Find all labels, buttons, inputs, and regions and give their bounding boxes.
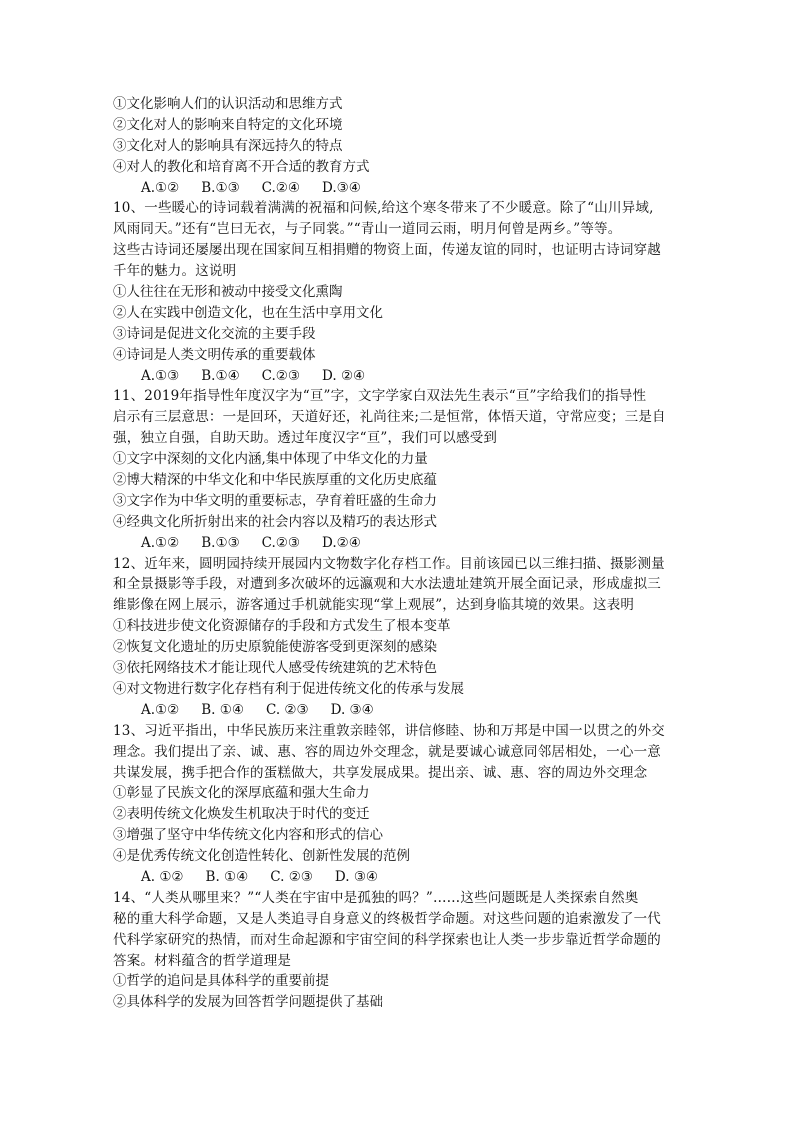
question-text: 答案。材料蕴含的哲学道理是 [113,952,292,969]
option-statement: ①文化影响人们的认识活动和思维方式 [113,96,343,112]
question-text: 秘的重大科学命题，又是人类追寻自身意义的终极哲学命题。对这些问题的追索激发了一代 [113,910,661,927]
option-statement: ②恢复文化遗址的历史原貌能使游客受到更深刻的感染 [113,639,437,656]
option-statement: ③依托网络技术才能让现代人感受传统建筑的艺术特色 [113,660,437,677]
question-text: 14、“人类从哪里来？”“人类在宇宙中是孤独的吗？”……这些问题既是人类探索自然奥 [113,889,639,906]
answer-choices [113,533,683,554]
answer-choices [113,366,683,387]
answer-choice: A. ①② [141,868,184,885]
option-statement: ③诗词是促进文化交流的主要手段 [113,325,316,342]
question-text: 10、一些暖心的诗词载着满满的祝福和问候,给这个寒冬带来了不少暖意。除了“山川异域, [113,200,654,217]
question-text: 强，独立自强，自助天助。透过年度汉字“亘”，我们可以感受到 [113,430,498,447]
option-statement: ④对人的教化和培育离不开合适的教育方式 [113,158,370,175]
option-statement: ④经典文化所折射出来的社会内容以及精巧的表达形式 [113,513,437,530]
answer-choice: C.②③ [261,367,301,384]
answer-choices [113,867,683,888]
option-statement: ②具体科学的发展为回答哲学问题提供了基础 [113,994,383,1011]
answer-choice: A.①② [141,534,180,551]
exam-page [113,94,683,1013]
question-text: 启示有三层意思：一是回环，天道好还，礼尚往来;二是恒常，体悟天道，守常应变；三是自 [113,409,666,426]
question-text: 千年的魅力。这说明 [113,263,237,280]
answer-choice: C. ②③ [265,701,309,718]
answer-choice: C.②③ [261,534,301,551]
answer-choices [113,700,683,721]
question-text: 共谋发展，携手把合作的蛋糕做大，共享发展成果。提出亲、诚、惠、容的周边外交理念 [113,764,648,781]
question-text: 这些古诗词还屡屡出现在国家间互相捐赠的物资上面，传递友谊的同时，也证明古诗词穿越 [113,242,661,259]
option-statement: ④是优秀传统文化创造性转化、创新性发展的范例 [113,848,410,865]
question-text: 11、2019年指导性年度汉字为“亘”字，文字学家白双法先生表示“亘”字给我们的指导性 [113,388,647,405]
answer-choices [113,178,683,199]
option-statement: ③文化对人的影响具有深远持久的特点 [113,137,343,154]
answer-choice: D. ②④ [322,367,366,384]
question-text: 风雨同天。”还有“岂曰无衣，与子同裳。”“青山一道同云雨，明月何曾是两乡。”等等。 [113,221,622,238]
question-text: 12、近年来，圆明园持续开展园内文物数字化存档工作。目前该园已以三维扫描、摄影测量 [113,555,665,572]
answer-choice: A.①② [141,701,180,718]
question-text: 13、习近平指出，中华民族历来注重敦亲睦邻，讲信修睦、协和万邦是中国一以贯之的外交 [113,722,665,739]
option-statement: ①彰显了民族文化的深厚底蕴和强大生命力 [113,785,370,802]
answer-choice: A.①③ [141,367,180,384]
answer-choice: D. ③④ [330,701,374,718]
answer-choice: B.①④ [201,367,240,384]
answer-choice: D. ③④ [334,868,379,885]
option-statement: ④诗词是人类文明传承的重要载体 [113,346,316,363]
question-text: 理念。我们提出了亲、诚、惠、容的周边外交理念，就是要诚心诚意同邻居相处，一心一意 [113,743,661,760]
answer-choice: B. ①④ [205,868,249,885]
option-statement: ③文字作为中华文明的重要标志，孕育着旺盛的生命力 [113,492,437,509]
option-statement: ②人在实践中创造文化，也在生活中享用文化 [113,304,383,321]
option-statement: ③增强了坚守中华传统文化内容和形式的信心 [113,827,383,844]
answer-choice: B.①③ [201,534,240,551]
question-text: 维影像在网上展示，游客通过手机就能实现“掌上观展”，达到身临其境的效果。这表明 [113,597,635,614]
answer-choice: C.②④ [261,179,301,196]
option-statement: ②博大精深的中华文化和中华民族厚重的文化历史底蕴 [113,472,437,489]
option-statement: ②表明传统文化焕发生机取决于时代的变迁 [113,806,370,823]
answer-choice: B. ①④ [201,701,244,718]
option-statement: ②文化对人的影响来自特定的文化环境 [113,116,343,133]
option-statement: ①文字中深刻的文化内涵,集中体现了中华文化的力量 [113,451,428,468]
option-statement: ①科技进步使文化资源储存的手段和方式发生了根本变革 [113,618,451,635]
option-statement: ①人往往在无形和被动中接受文化熏陶 [113,284,343,301]
question-text: 代科学家研究的热情，而对生命起源和宇宙空间的科学探索也让人类一步步靠近哲学命题的 [113,931,661,948]
answer-choice: D.②④ [322,534,361,551]
answer-choice: B.①③ [201,179,240,196]
option-statement: ①哲学的追问是具体科学的重要前提 [113,973,329,990]
answer-choice: A.①② [141,179,180,196]
option-statement: ④对文物进行数字化存档有利于促进传统文化的传承与发展 [113,680,464,697]
question-text: 和全景摄影等手段，对遭到多次破坏的远瀛观和大水法遗址建筑开展全面记录，形成虚拟三 [113,576,661,593]
answer-choice: D.③④ [322,179,361,196]
answer-choice: C. ②③ [270,868,313,885]
